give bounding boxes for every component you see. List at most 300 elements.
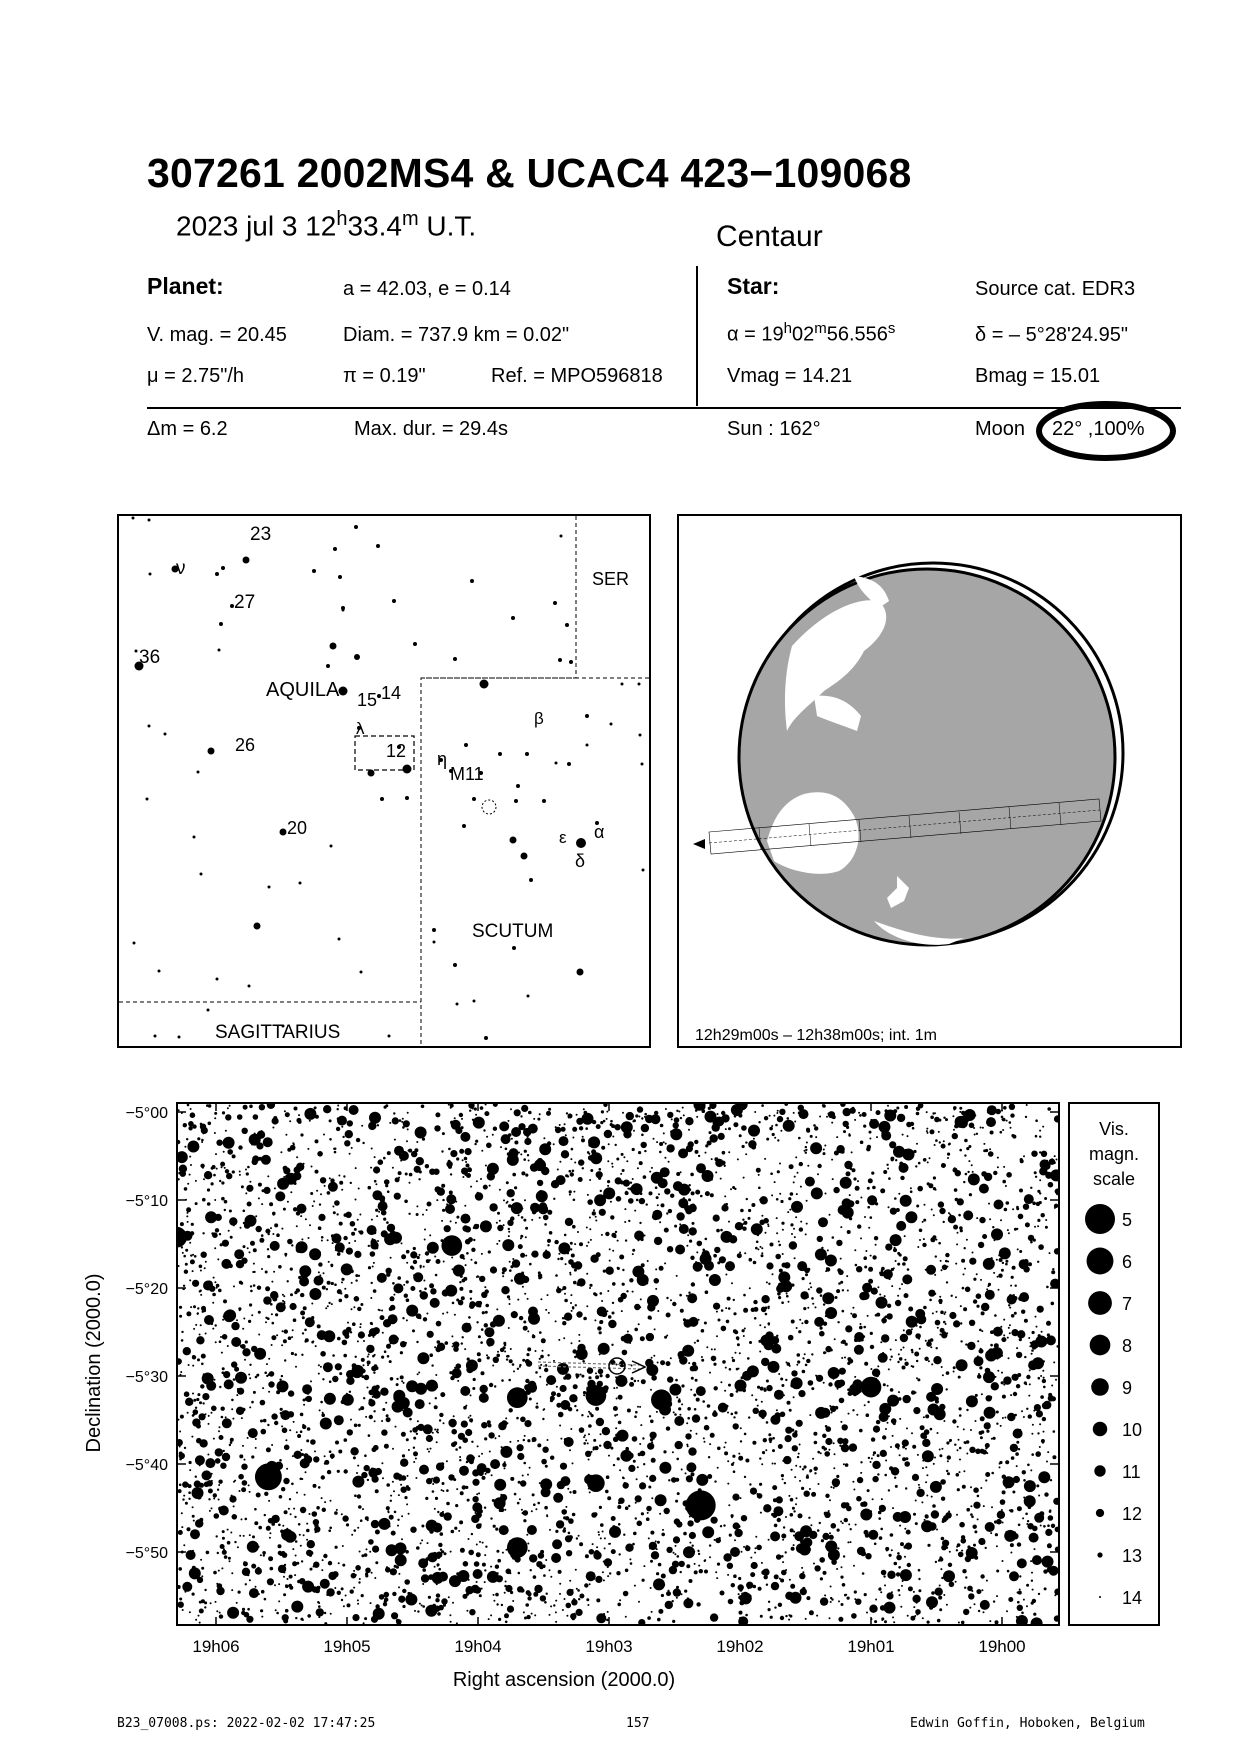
field-star xyxy=(196,1398,199,1401)
field-star xyxy=(732,1359,735,1362)
field-star xyxy=(658,1212,662,1216)
field-star xyxy=(927,1161,929,1163)
field-star xyxy=(713,1303,720,1310)
field-star xyxy=(593,1439,596,1442)
field-star xyxy=(607,1180,610,1183)
field-star xyxy=(658,1609,663,1614)
field-star xyxy=(431,1478,433,1480)
field-star xyxy=(607,1611,609,1613)
finder-star xyxy=(158,970,161,973)
field-star xyxy=(714,1617,716,1619)
field-star xyxy=(899,1418,901,1420)
field-star xyxy=(178,1567,182,1571)
field-star xyxy=(384,1597,388,1601)
field-star xyxy=(807,1307,809,1309)
field-star xyxy=(452,1368,462,1378)
field-star xyxy=(562,1317,564,1319)
field-star xyxy=(687,1234,689,1236)
field-star xyxy=(323,1362,333,1372)
field-star xyxy=(846,1126,849,1129)
field-star xyxy=(559,1425,561,1427)
finder-star xyxy=(280,829,287,836)
field-star xyxy=(352,1322,356,1326)
field-star xyxy=(809,1610,814,1615)
field-star xyxy=(505,1581,507,1583)
field-star xyxy=(686,1475,693,1482)
field-star xyxy=(353,1306,355,1308)
finder-star xyxy=(525,752,529,756)
field-star xyxy=(185,1249,188,1252)
field-star xyxy=(633,1130,635,1132)
field-star xyxy=(213,1277,215,1279)
field-star xyxy=(730,1188,732,1190)
field-star xyxy=(688,1141,694,1147)
finder-star xyxy=(516,784,520,788)
field-star xyxy=(231,1337,241,1347)
field-star xyxy=(245,1583,247,1585)
field-star xyxy=(728,1599,734,1605)
field-star xyxy=(1007,1337,1009,1339)
field-star xyxy=(779,1244,781,1246)
finder-label: 20 xyxy=(287,818,308,838)
field-star xyxy=(561,1150,569,1158)
field-star xyxy=(754,1552,756,1554)
field-star xyxy=(907,1615,909,1617)
field-star xyxy=(656,1141,658,1143)
field-star xyxy=(222,1240,229,1247)
field-star xyxy=(189,1469,191,1471)
field-star xyxy=(704,1441,706,1443)
field-star xyxy=(915,1500,917,1502)
field-star xyxy=(675,1379,678,1382)
field-star xyxy=(454,1527,457,1530)
field-star xyxy=(425,1497,428,1500)
field-star xyxy=(973,1278,976,1281)
field-star xyxy=(1052,1455,1056,1459)
field-star xyxy=(400,1351,403,1354)
field-star xyxy=(393,1394,401,1402)
field-star xyxy=(601,1146,605,1150)
field-star xyxy=(221,1181,224,1184)
field-star xyxy=(991,1228,1003,1240)
field-star xyxy=(268,1358,270,1360)
field-star xyxy=(879,1272,881,1274)
field-star xyxy=(380,1315,385,1320)
field-star xyxy=(881,1334,889,1342)
field-star xyxy=(886,1592,893,1599)
field-star xyxy=(327,1191,331,1195)
sun-elongation: Sun : 162° xyxy=(727,418,821,440)
field-star xyxy=(870,1332,873,1335)
field-star xyxy=(441,1598,447,1604)
field-star xyxy=(476,1321,478,1323)
field-star xyxy=(1015,1285,1017,1287)
field-star xyxy=(455,1504,458,1507)
field-star xyxy=(260,1420,263,1423)
field-star xyxy=(212,1302,214,1304)
field-star xyxy=(704,1560,706,1562)
field-star xyxy=(778,1296,781,1299)
field-star xyxy=(372,1238,374,1240)
field-star xyxy=(738,1593,740,1595)
field-star xyxy=(208,1423,210,1425)
field-star xyxy=(836,1475,839,1478)
field-star xyxy=(264,1372,267,1375)
field-star xyxy=(877,1454,880,1457)
field-star xyxy=(233,1285,235,1287)
field-star xyxy=(274,1584,276,1586)
field-star xyxy=(506,1358,508,1360)
field-star xyxy=(684,1590,687,1593)
field-star xyxy=(453,1341,459,1347)
field-star xyxy=(211,1323,214,1326)
field-star xyxy=(617,1457,620,1460)
field-star xyxy=(799,1162,803,1166)
field-star xyxy=(768,1361,780,1373)
field-star xyxy=(276,1612,279,1615)
field-star xyxy=(218,1499,220,1501)
field-star xyxy=(753,1261,757,1265)
field-star xyxy=(319,1409,321,1411)
field-star xyxy=(716,1577,718,1579)
field-star xyxy=(711,1356,717,1362)
field-star xyxy=(542,1350,544,1352)
field-star xyxy=(612,1282,616,1286)
field-star xyxy=(946,1371,950,1375)
field-star xyxy=(1035,1316,1037,1318)
field-star xyxy=(1036,1202,1040,1206)
field-star xyxy=(205,1261,207,1263)
field-star xyxy=(776,1217,778,1219)
field-star xyxy=(195,1476,197,1478)
field-star xyxy=(613,1464,615,1466)
planet-vmag: V. mag. = 20.45 xyxy=(147,324,287,346)
field-star xyxy=(749,1595,752,1598)
field-star xyxy=(984,1422,991,1429)
field-star xyxy=(848,1133,850,1135)
field-star xyxy=(664,1262,666,1264)
field-star xyxy=(887,1571,895,1579)
field-star xyxy=(995,1109,1001,1115)
field-star xyxy=(204,1606,206,1608)
field-star xyxy=(867,1287,871,1291)
field-star xyxy=(900,1569,912,1581)
star-declination: δ = – 5°28'24.95" xyxy=(975,324,1128,346)
field-star xyxy=(408,1213,410,1215)
field-star xyxy=(710,1106,712,1108)
field-star xyxy=(562,1286,566,1290)
finder-star xyxy=(148,725,151,728)
field-star xyxy=(806,1200,808,1202)
field-star xyxy=(809,1282,811,1284)
field-star xyxy=(485,1165,487,1167)
field-star xyxy=(912,1445,916,1449)
field-star xyxy=(518,1244,523,1249)
field-star xyxy=(1008,1597,1013,1602)
field-star xyxy=(577,1611,580,1614)
field-star xyxy=(887,1408,889,1410)
field-star xyxy=(748,1209,751,1212)
field-star xyxy=(582,1167,584,1169)
field-star xyxy=(420,1265,422,1267)
field-star xyxy=(629,1382,634,1387)
field-star xyxy=(606,1111,608,1113)
field-star xyxy=(645,1359,653,1367)
field-star xyxy=(844,1518,848,1522)
field-star xyxy=(450,1621,452,1623)
field-star xyxy=(578,1535,580,1537)
field-star xyxy=(195,1407,197,1409)
field-star xyxy=(963,1470,965,1472)
field-star xyxy=(704,1261,714,1271)
field-star xyxy=(1001,1509,1003,1511)
field-star xyxy=(568,1259,574,1265)
field-star xyxy=(502,1271,505,1274)
field-star xyxy=(740,1427,742,1429)
earth-globe-panel xyxy=(677,514,1182,1048)
field-star xyxy=(770,1616,773,1619)
field-star xyxy=(646,1506,652,1512)
field-star xyxy=(872,1476,878,1482)
field-star xyxy=(371,1148,373,1150)
field-star xyxy=(980,1127,982,1129)
field-star xyxy=(604,1558,612,1566)
field-star xyxy=(368,1353,370,1355)
field-star xyxy=(203,1178,205,1180)
field-star xyxy=(791,1233,793,1235)
field-star xyxy=(822,1257,824,1259)
field-star xyxy=(949,1582,955,1588)
field-star xyxy=(391,1531,396,1536)
field-star xyxy=(509,1269,512,1272)
field-star xyxy=(245,1192,247,1194)
field-star xyxy=(245,1340,248,1343)
field-star xyxy=(644,1116,646,1118)
field-star xyxy=(770,1172,773,1175)
field-star xyxy=(298,1452,300,1454)
field-star xyxy=(914,1615,916,1617)
field-star xyxy=(651,1167,653,1169)
field-star xyxy=(935,1139,938,1142)
field-star xyxy=(720,1381,722,1383)
field-star xyxy=(267,1255,270,1258)
field-star xyxy=(745,1459,749,1463)
field-star xyxy=(996,1423,998,1425)
field-star xyxy=(520,1153,522,1155)
field-star xyxy=(469,1110,471,1112)
field-star xyxy=(343,1236,347,1240)
field-star xyxy=(750,1557,752,1559)
field-star xyxy=(739,1134,742,1137)
field-star xyxy=(726,1405,729,1408)
field-star xyxy=(314,1450,316,1452)
field-star xyxy=(1001,1116,1004,1119)
field-star xyxy=(661,1203,665,1207)
field-star xyxy=(479,1276,485,1282)
field-star xyxy=(1039,1179,1041,1181)
field-star xyxy=(611,1344,613,1346)
field-star xyxy=(928,1339,931,1342)
field-star xyxy=(976,1217,978,1219)
field-star xyxy=(990,1121,992,1123)
field-star xyxy=(298,1523,301,1526)
field-star xyxy=(688,1198,691,1201)
field-star xyxy=(570,1242,573,1245)
field-star xyxy=(393,1112,395,1114)
field-star xyxy=(257,1546,259,1548)
field-star xyxy=(596,1421,599,1424)
field-star xyxy=(229,1210,232,1213)
field-star xyxy=(329,1527,332,1530)
field-star xyxy=(835,1296,838,1299)
field-star xyxy=(394,1146,404,1156)
field-star xyxy=(678,1398,680,1400)
field-star xyxy=(627,1331,629,1333)
field-star xyxy=(209,1510,211,1512)
field-star xyxy=(424,1288,427,1291)
field-star xyxy=(925,1481,927,1483)
field-star xyxy=(928,1360,930,1362)
field-star xyxy=(741,1551,743,1553)
field-star xyxy=(805,1273,808,1276)
field-star xyxy=(1019,1189,1023,1193)
field-star xyxy=(994,1314,997,1317)
field-star xyxy=(624,1221,626,1223)
field-star xyxy=(307,1148,309,1150)
field-star xyxy=(539,1217,541,1219)
field-star xyxy=(265,1317,267,1319)
field-star xyxy=(383,1319,391,1327)
field-star xyxy=(995,1533,998,1536)
field-star xyxy=(653,1438,655,1440)
field-star xyxy=(1005,1263,1008,1266)
field-star xyxy=(1013,1296,1017,1300)
field-star xyxy=(785,1435,792,1442)
field-star xyxy=(694,1563,696,1565)
field-star xyxy=(375,1468,382,1475)
field-star xyxy=(845,1594,847,1596)
field-star xyxy=(710,1613,718,1621)
field-star xyxy=(907,1135,909,1137)
field-star xyxy=(896,1572,900,1576)
field-star xyxy=(739,1600,744,1605)
field-star xyxy=(446,1489,449,1492)
field-star xyxy=(829,1214,831,1216)
field-star xyxy=(488,1250,491,1253)
field-star xyxy=(642,1579,645,1582)
field-star xyxy=(663,1132,665,1134)
field-star xyxy=(977,1495,980,1498)
field-star xyxy=(489,1383,493,1387)
field-star xyxy=(613,1387,615,1389)
field-star xyxy=(724,1165,726,1167)
field-star xyxy=(890,1446,892,1448)
field-star xyxy=(653,1578,665,1590)
field-star xyxy=(774,1524,778,1528)
field-star xyxy=(737,1158,739,1160)
field-star xyxy=(181,1526,183,1528)
field-star xyxy=(393,1473,400,1480)
field-star xyxy=(965,1556,971,1562)
field-star xyxy=(555,1127,561,1133)
field-star xyxy=(197,1358,200,1361)
field-star xyxy=(289,1498,291,1500)
finder-star xyxy=(330,643,337,650)
field-star xyxy=(901,1283,903,1285)
field-star xyxy=(958,1214,961,1217)
field-star xyxy=(292,1561,297,1566)
field-star xyxy=(954,1124,958,1128)
field-star xyxy=(547,1294,549,1296)
field-star xyxy=(476,1493,478,1495)
field-star xyxy=(975,1420,977,1422)
field-star xyxy=(871,1458,873,1460)
field-star xyxy=(566,1603,572,1609)
field-star xyxy=(1024,1381,1027,1384)
field-star xyxy=(497,1212,500,1215)
field-star xyxy=(559,1161,561,1163)
field-star xyxy=(524,1109,526,1111)
field-star xyxy=(636,1478,638,1480)
field-star xyxy=(791,1320,795,1324)
field-star xyxy=(985,1522,995,1532)
field-star xyxy=(393,1294,395,1296)
field-star xyxy=(386,1506,390,1510)
field-star xyxy=(301,1478,303,1480)
field-star xyxy=(698,1553,700,1555)
field-star xyxy=(462,1323,472,1333)
field-star xyxy=(1051,1270,1055,1274)
field-star xyxy=(1000,1499,1006,1505)
field-star xyxy=(266,1526,271,1531)
finder-chart xyxy=(119,516,649,1046)
field-star xyxy=(553,1493,563,1503)
field-star xyxy=(881,1498,883,1500)
field-star xyxy=(769,1127,773,1131)
field-star xyxy=(369,1328,377,1336)
field-star xyxy=(728,1384,731,1387)
field-star xyxy=(851,1151,853,1153)
field-star xyxy=(466,1252,469,1255)
field-star xyxy=(882,1435,886,1439)
field-star xyxy=(572,1306,575,1309)
field-star xyxy=(705,1152,707,1154)
field-star xyxy=(273,1214,275,1216)
field-star xyxy=(1034,1171,1037,1174)
field-star xyxy=(845,1502,850,1507)
finder-label: SER xyxy=(592,569,630,589)
field-star xyxy=(739,1352,741,1354)
field-star xyxy=(634,1415,637,1418)
field-star xyxy=(542,1447,548,1453)
field-star xyxy=(670,1357,672,1359)
field-star xyxy=(730,1393,734,1397)
field-star xyxy=(953,1320,960,1327)
field-star xyxy=(1001,1372,1003,1374)
field-star xyxy=(189,1279,191,1281)
field-star xyxy=(414,1148,418,1152)
field-star xyxy=(512,1259,520,1267)
field-star xyxy=(453,1265,465,1277)
field-star xyxy=(881,1570,887,1576)
field-star xyxy=(683,1318,686,1321)
field-star xyxy=(527,1347,531,1351)
field-star xyxy=(1003,1376,1011,1384)
field-star xyxy=(240,1282,243,1285)
field-star xyxy=(639,1198,645,1204)
field-star xyxy=(350,1447,358,1455)
field-star xyxy=(328,1529,331,1532)
